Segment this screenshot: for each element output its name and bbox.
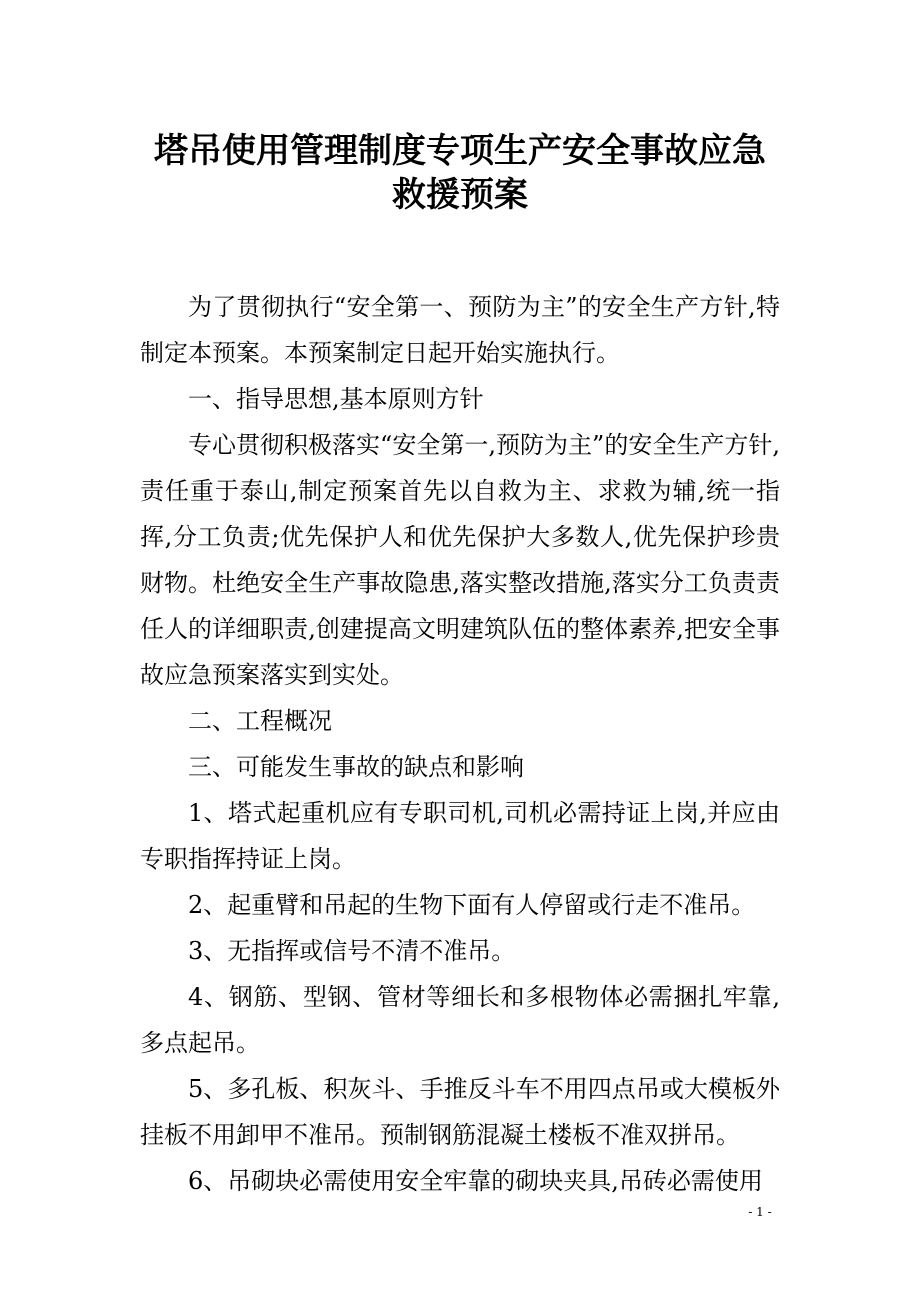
list-item-2: 2、起重臂和吊起的生物下面有人停留或行走不准吊。 bbox=[188, 891, 756, 919]
section-heading-3: 三、可能发生事故的缺点和影响 bbox=[188, 753, 524, 781]
document-title-line1: 塔吊使用管理制度专项生产安全事故应急 bbox=[154, 131, 766, 171]
list-item-1: 1、塔式起重机应有专职司机,司机必需持证上岗,并应由专职指挥持证上岗。 bbox=[140, 799, 780, 873]
paragraph-intro: 为了贯彻执行“安全第一、预防为主”的安全生产方针,特制定本预案。本预案制定日起开始实施执行。 bbox=[140, 293, 780, 367]
paragraph-guiding-thought: 专心贯彻积极落实“安全第一,预防为主”的安全生产方针,责任重于泰山,制定预案首先以自救为主、求救为辅,统一指挥,分工负责;优先保护人和优先保护大多数人,优先保护珍贵财物。杜绝安全生产事故隐患,落实整改措施,落实分工负责责任人的详细职责,创建提高文明建筑队伍的整体素养,把安全事故应急预案落实到实处。 bbox=[140, 431, 780, 689]
section-heading-1: 一、指导思想,基本原则方针 bbox=[188, 385, 484, 413]
document-title-line2: 救援预案 bbox=[392, 175, 528, 215]
list-item-3: 3、无指挥或信号不清不准吊。 bbox=[188, 937, 516, 965]
section-heading-2: 二、工程概况 bbox=[188, 707, 332, 735]
page-number: - 1 - bbox=[748, 1205, 772, 1219]
document-body bbox=[140, 284, 780, 1204]
list-item-6: 6、吊砌块必需使用安全牢靠的砌块夹具,吊砖必需使用 bbox=[188, 1167, 763, 1195]
list-item-5: 5、多孔板、积灰斗、手推反斗车不用四点吊或大模板外挂板不用卸甲不准吊。预制钢筋混凝土楼板不准双拼吊。 bbox=[140, 1075, 780, 1149]
list-item-4: 4、钢筋、型钢、管材等细长和多根物体必需捆扎牢靠,多点起吊。 bbox=[140, 983, 780, 1057]
